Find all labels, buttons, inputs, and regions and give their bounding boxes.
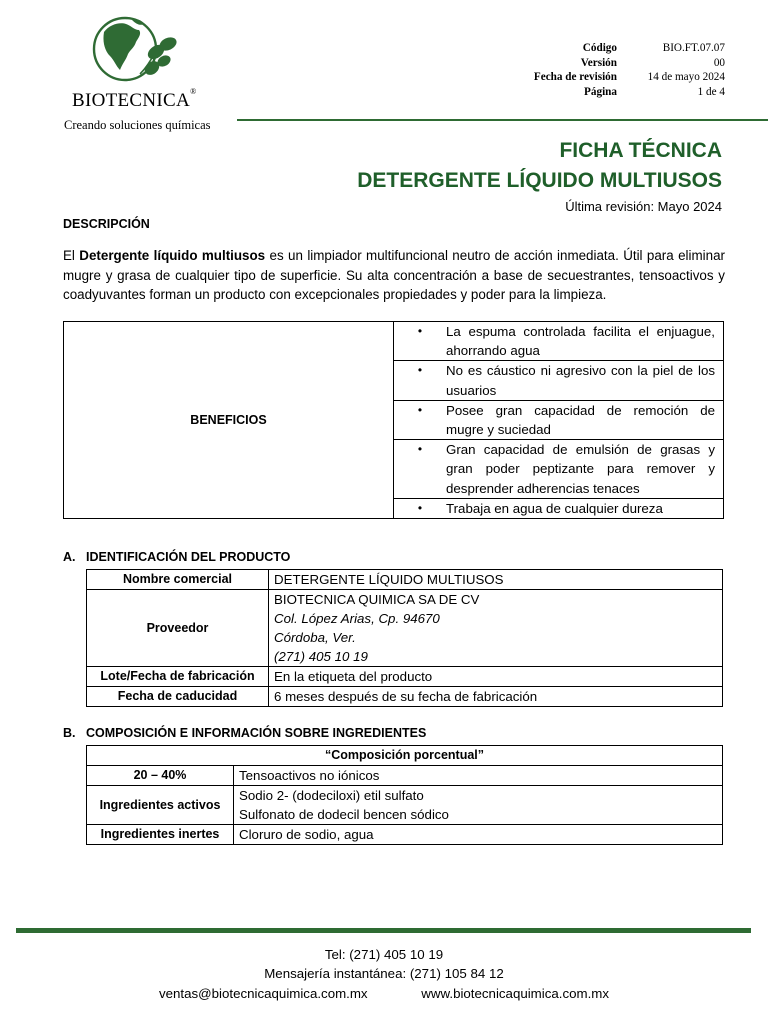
benefit-item: • Posee gran capacidad de remoción de mugre y suciedad (394, 400, 724, 439)
description-heading: DESCRIPCIÓN (63, 217, 150, 231)
product-name: Detergente líquido multiusos (79, 248, 266, 263)
description-text: El Detergente líquido multiusos es un limpiador multifuncional neutro de acción inmediata. Útil para eliminar mugre y grasa de cualquier tipo de superficie. Su alta concentración a base de secuestrantes, tensoactivos y coadyuvantes forman un producto con excepcionales propiedades y poder para la limpieza. (63, 248, 725, 303)
section-b-heading: B. COMPOSICIÓN E INFORMACIÓN SOBRE INGREDIENTES (63, 726, 427, 740)
table-row: Fecha de caducidad 6 meses después de su fecha de fabricación (87, 687, 723, 707)
product-identification-table (86, 569, 723, 707)
supplier-info: BIOTECNICA QUIMICA SA DE CV Col. López Arias, Cp. 94670 Córdoba, Ver. (271) 405 10 19 (269, 590, 723, 667)
footer-phone: Tel: (271) 405 10 19 (324, 947, 444, 962)
globe-leaf-icon (92, 14, 182, 96)
active-ingredients: Sodio 2- (dodeciloxi) etil sulfato Sulfonato de dodecil bencen sódico (234, 786, 723, 825)
meta-version: Versión 00 (580, 56, 725, 69)
product-title: DETERGENTE LÍQUIDO MULTIUSOS (357, 169, 722, 192)
benefit-item: • Trabaja en agua de cualquier dureza (394, 498, 724, 518)
footer-divider (16, 928, 751, 933)
table-row: “Composición porcentual” (87, 746, 723, 766)
composition-table (86, 745, 723, 845)
bullet-icon: • (417, 500, 423, 515)
meta-page: Página 1 de 4 (584, 85, 725, 98)
brand-name: BIOTECNICA® (72, 87, 197, 111)
footer-email-link[interactable]: ventas@biotecnicaquimica.com.mx (158, 986, 368, 1001)
table-row: Proveedor BIOTECNICA QUIMICA SA DE CV Col. López Arias, Cp. 94670 Córdoba, Ver. (271) 405 10 19 (87, 590, 723, 667)
footer-messaging: Mensajería instantánea: (271) 105 84 12 (264, 966, 504, 981)
table-row: 20 – 40% Tensoactivos no iónicos (87, 766, 723, 786)
bullet-icon: • (417, 442, 423, 457)
bullet-icon: • (417, 363, 423, 378)
header-divider (237, 119, 768, 121)
benefit-item: • Gran capacidad de emulsión de grasas y gran poder peptizante para remover y desprender adherencias tenaces (394, 440, 724, 499)
brand-tagline: Creando soluciones químicas (64, 118, 211, 132)
benefits-label: BENEFICIOS (64, 322, 394, 519)
meta-revision-date: Fecha de revisión 14 de mayo 2024 (533, 71, 725, 83)
bullet-icon: • (417, 402, 423, 417)
table-row: Ingredientes activos Sodio 2- (dodeciloxi) etil sulfato Sulfonato de dodecil bencen sódico (87, 786, 723, 825)
table-row: Lote/Fecha de fabricación En la etiqueta del producto (87, 667, 723, 687)
bullet-icon: • (417, 324, 423, 338)
benefits-table (63, 321, 724, 519)
footer-website-link[interactable]: www.biotecnicaquimica.com.mx (421, 986, 609, 1001)
section-a-heading: A. IDENTIFICACIÓN DEL PRODUCTO (63, 550, 291, 564)
footer-contact (0, 986, 768, 1001)
meta-code: Código BIO.FT.07.07 (582, 42, 725, 54)
benefit-item: • No es cáustico ni agresivo con la piel de los usuarios (394, 361, 724, 400)
company-logo (62, 14, 211, 132)
document-meta (500, 41, 725, 99)
benefit-item: • La espuma controlada facilita el enjuague, ahorrando agua (394, 322, 724, 361)
table-row: Ingredientes inertes Cloruro de sodio, agua (87, 825, 723, 845)
table-row: Nombre comercial DETERGENTE LÍQUIDO MULTIUSOS (87, 570, 723, 590)
last-revision: Última revisión: Mayo 2024 (565, 199, 722, 214)
document-title: FICHA TÉCNICA (559, 139, 722, 162)
